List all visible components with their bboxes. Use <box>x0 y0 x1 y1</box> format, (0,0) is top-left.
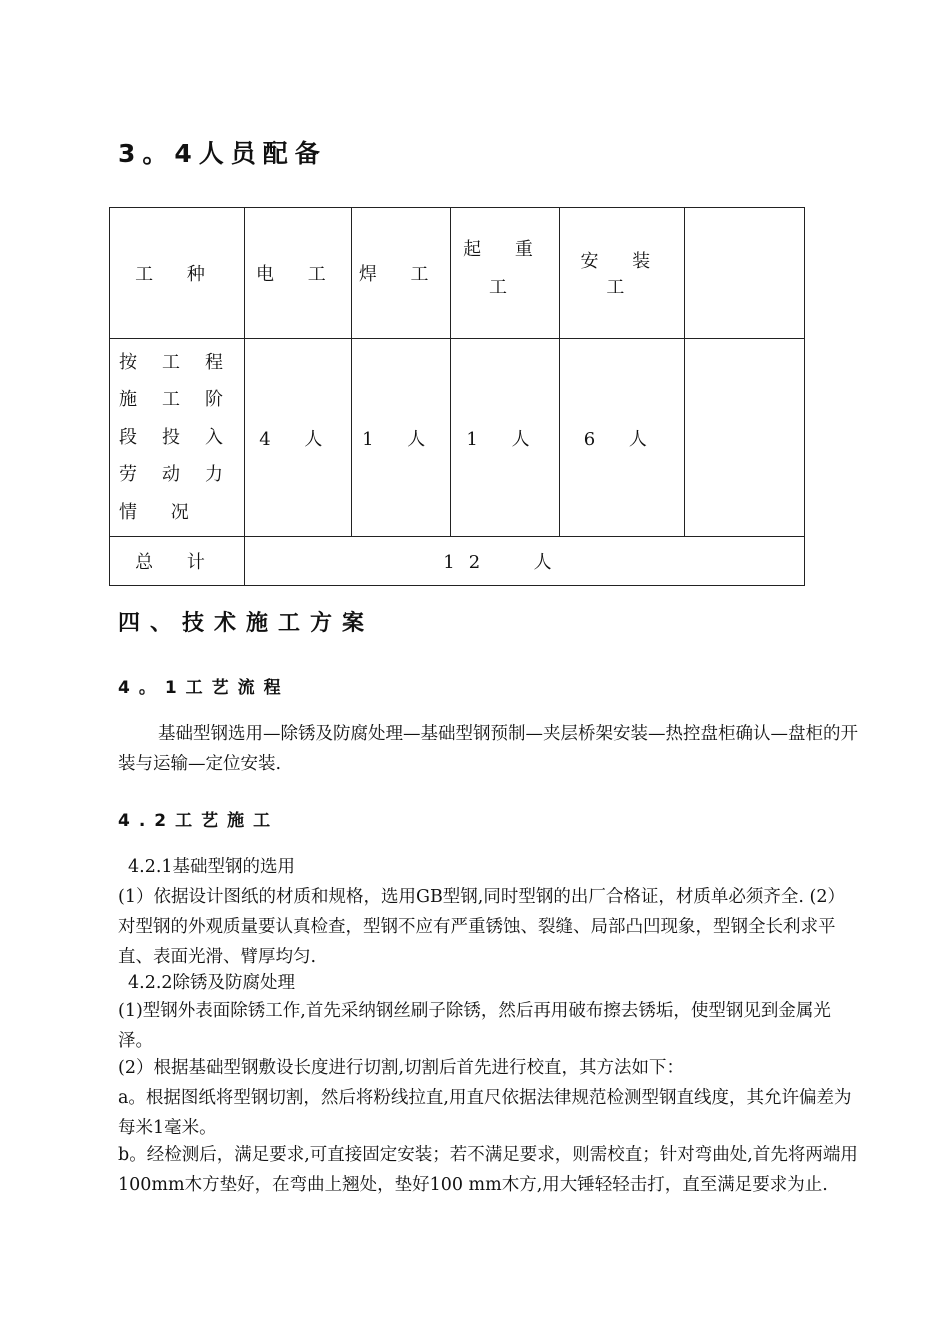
total-value: 12 人 <box>244 537 804 586</box>
section-3-4-heading: 3。4人员配备 <box>118 139 327 168</box>
subsection-4-2-1-text: (1）依据设计图纸的材质和规格，选用GB型钢,同时型钢的出厂合格证，材质单必须齐全. (2）对型钢的外观质量要认真检查，型钢不应有严重锈蚀、裂缝、局部凸凹现象，型钢全长利求平直、表面光滑、臂厚均匀. <box>118 887 845 967</box>
section-4-1-heading: 4。1工艺流程 <box>118 678 290 698</box>
header-welder: 焊 工 <box>351 208 450 339</box>
section-4-2-heading: 4.2工艺施工 <box>118 811 280 831</box>
process-flow-text: 基础型钢选用—除锈及防腐处理—基础型钢预制—夹层桥架安装—热控盘柜确认—盘柜的开装与运输—定位安装. <box>118 724 858 774</box>
subsection-4-2-2-p1: (1)型钢外表面除锈工作,首先采纳钢丝刷子除锈，然后再用破布擦去锈垢，使型钢见到金属光泽。 <box>118 1001 831 1051</box>
count-installer: 6 人 <box>560 339 685 537</box>
section-4-heading: 四、技术施工方案 <box>118 611 375 636</box>
table-total-row <box>110 537 805 586</box>
count-electrician: 4 人 <box>244 339 351 537</box>
header-electrician: 电 工 <box>244 208 351 339</box>
table-count-row <box>110 339 805 537</box>
header-extra <box>685 208 805 339</box>
total-label: 总 计 <box>110 537 245 586</box>
header-installer: 安 装 工 <box>560 208 685 339</box>
header-rigger: 起 重 工 <box>450 208 560 339</box>
count-rigger: 1 人 <box>450 339 560 537</box>
count-welder: 1 人 <box>351 339 450 537</box>
count-extra <box>685 339 805 537</box>
subsection-4-2-1-title: 4.2.1基础型钢的选用 <box>128 857 296 877</box>
subsection-4-2-2-b: b。经检测后，满足要求,可直接固定安装；若不满足要求，则需校直；针对弯曲处,首先将两端用100mm木方垫好，在弯曲上翘处，垫好100 mm木方,用大锤轻轻击打，直至满足要求为止. <box>118 1145 858 1195</box>
staffing-table <box>109 207 805 586</box>
subsection-4-2-2-a: a。根据图纸将型钢切割，然后将粉线拉直,用直尺依据法律规范检测型钢直线度，其允许偏差为每米1毫米。 <box>118 1088 852 1138</box>
header-type: 工 种 <box>110 208 245 339</box>
table-header-row <box>110 208 805 339</box>
row-description: 按 工 程 施 工 阶 段 投 入 劳 动 力 情 况 <box>110 339 245 537</box>
subsection-4-2-2-p2: (2）根据基础型钢敷设长度进行切割,切割后首先进行校直，其方法如下： <box>118 1058 685 1078</box>
subsection-4-2-2-title: 4.2.2除锈及防腐处理 <box>128 973 296 993</box>
